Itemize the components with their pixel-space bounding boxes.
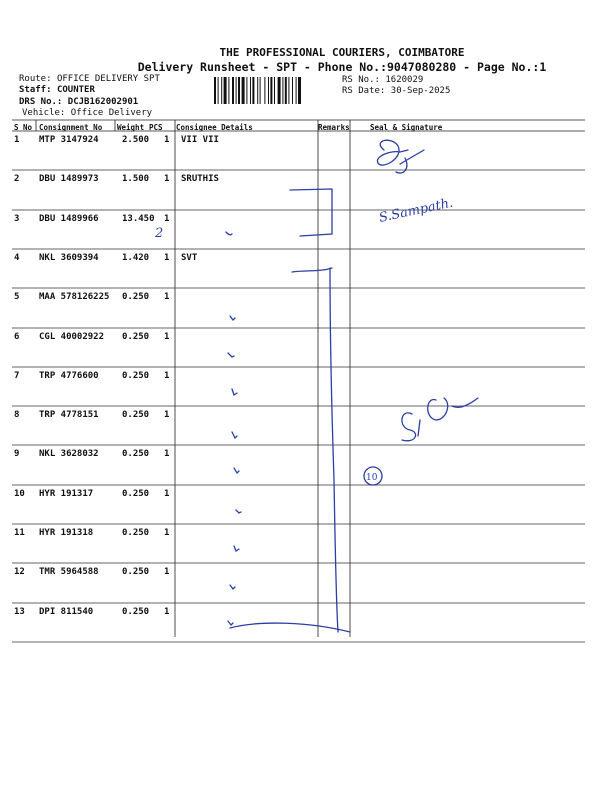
circled-number: 10 [366,473,378,483]
row-sno: 3 [14,213,20,224]
company-title: THE PROFESSIONAL COURIERS, COIMBATORE [219,46,465,59]
row-consignment: TRP 4778151 [39,410,99,421]
row3-handwritten-mark: 2 [155,226,164,241]
row-sno: 9 [14,449,20,460]
row-consignment: MAA 578126225 [39,292,110,303]
col-seal-signature: Seal & Signature [370,123,443,132]
rs-no-label: RS No.: [342,75,380,85]
col-consignee: Consignee Details [176,123,253,132]
staff-label: Staff: [19,85,52,95]
col-remarks: Remarks [318,123,350,132]
row-sno: 10 [14,488,25,499]
vehicle-label: Vehicle: [22,108,66,118]
row-weight: 0.250 [122,370,150,381]
signature-row8 [402,398,478,441]
row-sno: 5 [14,292,20,303]
row-pcs: 1 [164,331,170,342]
route-label: Route: [19,74,52,84]
row-consignee: VII VII [181,135,219,145]
row-weight: 0.250 [122,410,150,421]
row-consignment: TRP 4776600 [39,370,99,381]
row-weight: 1.500 [122,174,150,185]
row-consignment: NKL 3609394 [39,252,99,263]
row-pcs: 1 [164,252,170,263]
rs-date-value: 30-Sep-2025 [390,86,451,96]
row-consignment: DPI 811540 [39,606,94,617]
row-sno: 11 [14,528,25,538]
row-sno: 7 [14,370,20,381]
row-pcs: 1 [164,567,170,578]
row-sno: 1 [14,135,20,145]
row-consignment: HYR 191318 [39,528,94,538]
row-consignment: HYR 191317 [39,488,94,499]
row-weight: 0.250 [122,567,150,578]
row-consignment: DBU 1489973 [39,174,99,185]
col-pcs: PCS [149,123,163,132]
row-sno: 13 [14,606,25,617]
col-sno: S No [14,123,33,132]
row-consignment: DBU 1489966 [39,213,99,224]
staff-value: COUNTER [56,85,95,95]
row-pcs: 1 [164,292,170,303]
row-weight: 2.500 [122,135,150,145]
row-consignment: CGL 40002922 [39,331,105,342]
drs-value: DCJB162002901 [67,97,139,107]
row-pcs: 1 [164,488,170,499]
rs-no-value: 1620029 [385,75,424,85]
signature-row1 [377,140,424,173]
row-pcs: 1 [164,213,170,224]
row-pcs: 1 [164,370,170,381]
row-weight: 0.250 [122,292,150,303]
rs-date-label: RS Date: [342,86,386,96]
col-weight: Weight [117,123,145,132]
vehicle-value: Office Delivery [70,108,153,118]
drs-label: DRS No.: [19,97,63,107]
row-pcs: 1 [164,449,170,460]
row-weight: 0.250 [122,331,150,342]
row-sno: 12 [14,567,25,578]
route-value: OFFICE DELIVERY SPT [56,74,160,84]
row-weight: 1.420 [122,252,150,263]
row-pcs: 1 [164,606,170,617]
row-weight: 13.450 [122,213,155,224]
col-consignment: Consignment No [39,123,103,132]
bottom-crossing-stroke [230,623,350,632]
signature-row2: S.Sampath. [377,195,455,226]
runsheet-subtitle: Delivery Runsheet - SPT - Phone No.:9047080280 - Page No.:1 [137,60,547,74]
row-consignee: SVT [181,252,198,263]
row-weight: 0.250 [122,449,150,460]
row-consignment: MTP 3147924 [39,135,99,145]
row-weight: 0.250 [122,528,150,538]
row-pcs: 1 [164,528,170,538]
row-weight: 0.250 [122,606,150,617]
row-sno: 6 [14,331,20,342]
row-sno: 8 [14,410,20,421]
row-sno: 4 [14,252,20,263]
row-pcs: 1 [164,410,170,421]
row-pcs: 1 [164,135,170,145]
row-weight: 0.250 [122,488,150,499]
row-sno: 2 [14,174,20,185]
row-consignment: NKL 3628032 [39,449,99,460]
row4-mark [292,268,332,272]
row-consignee: SRUTHIS [181,174,219,185]
row-pcs: 1 [164,174,170,185]
row-consignment: TMR 5964588 [39,567,99,578]
long-vertical-stroke [330,268,338,632]
bracket-mark [290,189,332,236]
